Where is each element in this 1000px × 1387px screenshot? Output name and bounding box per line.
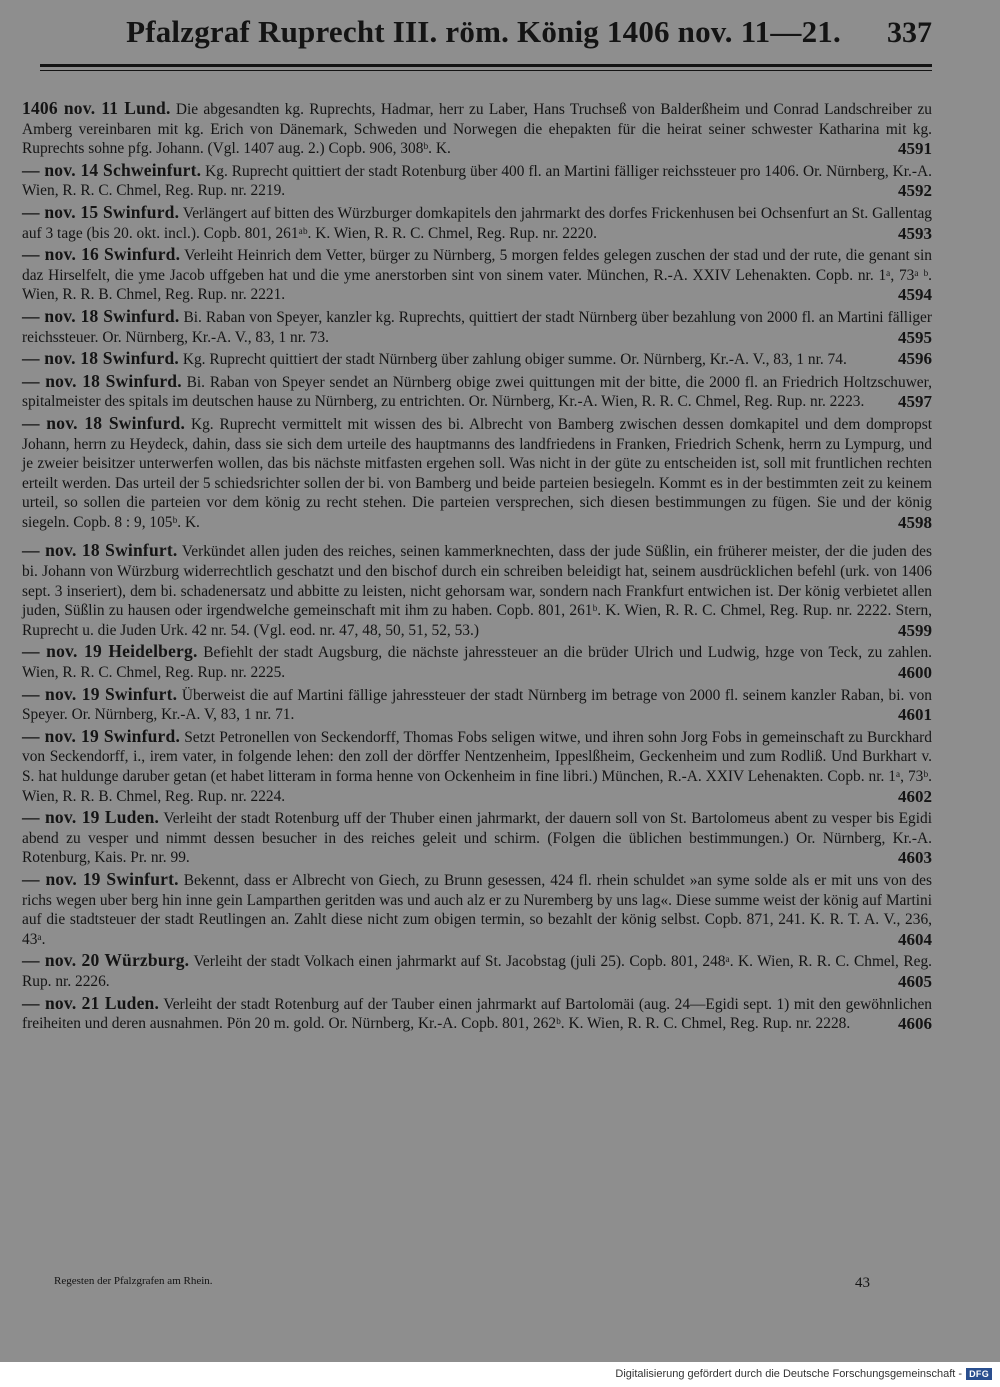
- header-rule-thin: [40, 70, 932, 71]
- regest-entry: [22, 307, 932, 347]
- entry-date: — nov. 18 Swinfurt.: [22, 540, 178, 561]
- entry-date: — nov. 18 Swinfurd.: [22, 370, 182, 391]
- entry-text: Verleiht der stadt Volkach einen jahrmarkt auf St. Jacobstag (juli 25). Copb. 801, 248ᵃ. K. Wien, R. R. C. Chmel, Reg. Rup. nr. 2226.: [22, 953, 932, 990]
- regest-entry: [22, 349, 932, 370]
- regest-entry: [22, 870, 932, 949]
- entry-date: — nov. 19 Swinfurt.: [22, 683, 178, 704]
- regest-entry: [22, 203, 932, 243]
- sheet-number: 43: [855, 1275, 870, 1291]
- entry-date: — nov. 21 Luden.: [22, 992, 160, 1013]
- entry-number: 4594: [898, 285, 932, 305]
- entry-date: — nov. 20 Würzburg.: [22, 950, 190, 971]
- regesta-list: [22, 99, 932, 1036]
- regest-entry: [22, 685, 932, 725]
- entry-number: 4601: [898, 705, 932, 725]
- entry-number: 4599: [898, 620, 932, 640]
- running-header: [40, 14, 932, 58]
- entry-number: 4606: [898, 1014, 932, 1034]
- entry-number: 4596: [898, 349, 932, 369]
- regest-entry: [22, 994, 932, 1034]
- entry-text: Verleiht der stadt Rotenburg uff der Thuber einen jahrmarkt, der dauern soll von St. Bartolomeus abent zu vesper bis Egidi abend zu vesper und nimmt dessen besucher in des reiches geleit und schirm. (Folgen die üblichen bestimmungen.) Or. Nürnberg, Kr.-A. Rotenburg, Kais. Pr. nr. 99.: [22, 810, 932, 867]
- entry-number: 4602: [898, 786, 932, 806]
- entry-text: Kg. Ruprecht quittiert der stadt Rotenburg über 400 fl. an Martini fälliger reichssteuer pro 1406. Or. Nürnberg, Kr.-A. Wien, R. R. C. Chmel, Reg. Rup. nr. 2219.: [22, 162, 932, 200]
- footer-title: Regesten der Pfalzgrafen am Rhein.: [54, 1275, 213, 1287]
- entry-date: — nov. 19 Swinfurt.: [22, 868, 179, 889]
- entry-text: Die abgesandten kg. Ruprechts, Hadmar, herr zu Laber, Hans Truchseß von Balderßheim und Conrad Landschreiber zu Amberg vereinbaren mit kg. Erich von Dänemark, Schweden und Norwegen die ehepakten für die heirat seiner schwester Katharina mit kg. Ruprechts sohne pfg. Johann. (Vgl. 1407 aug. 2.) Copb. 906, 308ᵇ. K.: [22, 101, 932, 158]
- regest-entry: [22, 245, 932, 305]
- entry-number: 4600: [898, 663, 932, 683]
- header-title: Pfalzgraf Ruprecht III. röm. König 1406 nov. 11—21.: [126, 14, 841, 49]
- entry-text: Verleiht der stadt Rotenburg auf der Tauber einen jahrmarkt auf Bartolomäi (aug. 24—Egidi sept. 1) mit den gewöhnlichen freiheiten und deren ausnahmen. Pön 20 m. gold. Or. Nürnberg, Kr.-A. Copb. 801, 262ᵇ. K. Wien, R. R. C. Chmel, Reg. Rup. nr. 2228.: [22, 995, 932, 1033]
- regest-entry: [22, 642, 932, 682]
- regest-entry: [22, 99, 932, 159]
- entry-date: — nov. 16 Swinfurd.: [22, 244, 181, 265]
- entry-number: 4593: [898, 223, 932, 243]
- header-rule-thick: [40, 64, 932, 67]
- entry-text: Verkündet allen juden des reiches, seinen kammerknechten, dass der jude Süßlin, ein früherer meister, der die juden des bi. Johann von Würzburg widerrechtlich geschatzt und den bischof durch ein schreiben beleidigt hat, seinem ausdrücklichen befehl (urk. von 1406 sept. 3 inseriert), dem bi. schadenersatz und abbitte zu leisten, nicht gehorsam war, sondern nach Frankfurt entwichen ist. Der könig verbietet allen juden, Süßlin zu hausen oder irgendwelche gemeinschaft mit ihm zu haben. Copb. 801, 261ᵇ. K. Wien, R. R. C. Chmel, Reg. Rup. nr. 2222. Stern, Ruprecht u. die Juden Urk. 42 nr. 54. (Vgl. eod. nr. 47, 48, 50, 51, 52, 53.): [22, 543, 932, 639]
- regest-entry: [22, 727, 932, 806]
- regest-entry: [22, 951, 932, 991]
- entry-date: — nov. 19 Heidelberg.: [22, 641, 198, 662]
- entry-date: — nov. 19 Swinfurd.: [22, 725, 181, 746]
- credit-text: Digitalisierung gefördert durch die Deutsche Forschungsgemeinschaft -: [615, 1368, 963, 1380]
- entry-date: — nov. 15 Swinfurd.: [22, 201, 180, 222]
- entry-text: Setzt Petronellen von Seckendorff, Thomas Fobs seligen witwe, und ihren sohn Jorg Fobs in gemeinschaft zu Burckhard von Seckendorff, i., irem vater, in folgende lehen: den zoll der dörffer Nentzenheim, Ippeslßheim, Geckenheim und zum Rodliß. Und Burkhart v. S. hat huldunge daruber getan (et habet litteram in forma henne von Ockenheim in fine libri.) München, R.-A. XXIV Lehenakten. Copb. nr. 1ᵃ, 73ᵇ. Wien, R. R. B. Chmel, Reg. Rup. nr. 2224.: [22, 728, 932, 805]
- entry-number: 4603: [898, 848, 932, 868]
- entry-number: 4605: [898, 971, 932, 991]
- entry-number: 4597: [898, 392, 932, 412]
- entry-text: Befiehlt der stadt Augsburg, die nächste jahressteuer an die brüder Ulrich und Ludwig, hzge von Teck, zu zahlen. Wien, R. R. C. Chmel, Reg. Rup. nr. 2225.: [22, 644, 932, 682]
- regest-entry: [22, 541, 932, 640]
- regest-entry: [22, 161, 932, 201]
- entry-date: — nov. 18 Swinfurd.: [22, 305, 180, 326]
- entry-date: — nov. 19 Luden.: [22, 807, 160, 828]
- regest-entry: [22, 808, 932, 868]
- entry-number: 4592: [898, 181, 932, 201]
- entry-text: Bi. Raban von Speyer sendet an Nürnberg obige zwei quittungen mit der bitte, die 2000 fl. an Friedrich Holtzschuwer, spitalmeister des spitals im deutschen hause zu Nürnberg, zu entrichten. Or. Nürnberg, Kr.-A. Wien, R. R. C. Chmel, Reg. Rup. nr. 2223.: [22, 373, 932, 411]
- entry-number: 4598: [898, 512, 932, 532]
- entry-text: Kg. Ruprecht vermittelt mit wissen des bi. Albrecht von Bamberg zwischen dessen domkapitel und dem dompropst Johann, herrn zu Heydeck, dahin, dass sie sich dem urteile des hauptmanns des landfriedens in Franken, Friedrich Schenk, herrn zu Lympurg, und je zweier beisitzer unterwerfen wollen, das bis nächste mitfasten ergehen soll. Was nicht in der güte zu entscheiden ist, soll mit fruntlichen rechten erteilt werden. Das urteil der 5 schiedsrichter sollen der bi. von Bamberg und beide parteien besiegeln. Kommt es in der bestimmten zeit zu keinem urteil, so sollen die parteien vor dem könig zu recht stehen. Die parteien versprechen, sich diesen bestimmungen zu fügen. Sie und der könig siegeln. Copb. 8 : 9, 105ᵇ. K.: [22, 415, 933, 531]
- entry-text: Verlängert auf bitten des Würzburger domkapitels den jahrmarkt des dorfes Frickenhusen bei Ochsenfurt an St. Gallentag auf 3 tage (bis 20. okt. incl.). Copb. 801, 261ᵃᵇ. K. Wien, R. R. C. Chmel, Reg. Rup. nr. 2220.: [22, 204, 932, 242]
- entry-date: 1406 nov. 11 Lund.: [22, 98, 171, 118]
- entry-date: — nov. 18 Swinfurd.: [22, 348, 179, 369]
- entry-text: Bi. Raban von Speyer, kanzler kg. Ruprechts, quittiert der stadt Nürnberg über bezahlung von 2000 fl. an Martini fälliger reichssteuer. Or. Nürnberg, Kr.-A. V., 83, 1 nr. 73.: [22, 308, 933, 346]
- regest-entry: [22, 414, 932, 533]
- entry-text: Überweist die auf Martini fällige jahressteuer der stadt Nürnberg im betrage von 2000 fl. seinem kanzler Raban, bi. von Speyer. Or. Nürnberg, Kr.-A. V, 83, 1 nr. 71.: [22, 686, 932, 724]
- entry-date: — nov. 18 Swinfurd.: [22, 412, 186, 433]
- entry-number: 4604: [898, 929, 932, 949]
- regest-entry: [22, 372, 932, 412]
- page-footer: [54, 1275, 870, 1292]
- funding-credit: [615, 1368, 992, 1380]
- entry-date: — nov. 14 Schweinfurt.: [22, 159, 202, 180]
- entry-text: Kg. Ruprecht quittiert der stadt Nürnberg über zahlung obiger summe. Or. Nürnberg, Kr.-A. V., 83, 1 nr. 74.: [182, 351, 847, 369]
- entry-text: Verleiht Heinrich dem Vetter, bürger zu Nürnberg, 5 morgen feldes gelegen zuschen der stad und der rute, die genant sin daz Hirselfelt, die yme Jacob uffgeben hat und die yme anerstorben sint von sinem vater. München, R.-A. XXIV Lehenakten. Copb. nr. 1ᵃ, 73ᵃ ᵇ. Wien, R. R. B. Chmel, Reg. Rup. nr. 2221.: [22, 247, 933, 304]
- entry-number: 4595: [898, 327, 932, 347]
- dfg-logo: DFG: [966, 1368, 992, 1380]
- entry-text: Bekennt, dass er Albrecht von Giech, zu Brunn gesessen, 424 fl. rhein schuldet »an syme solde als er mit uns von des richs wegen uber berg hin inne gein Lamparthen geritden was und auch alz er zu Nuremberg by uns lag«. Diese summe weist der könig auf Martini auf die stadtsteuer der stadt Reutlingen an. Zahlt diese nicht zum obigen termin, so bezahlt der könig selbst. Copb. 871, 241. K. R. T. A. V., 236, 43ᵃ.: [22, 871, 932, 948]
- page-number: 337: [887, 16, 932, 49]
- entry-number: 4591: [898, 139, 932, 159]
